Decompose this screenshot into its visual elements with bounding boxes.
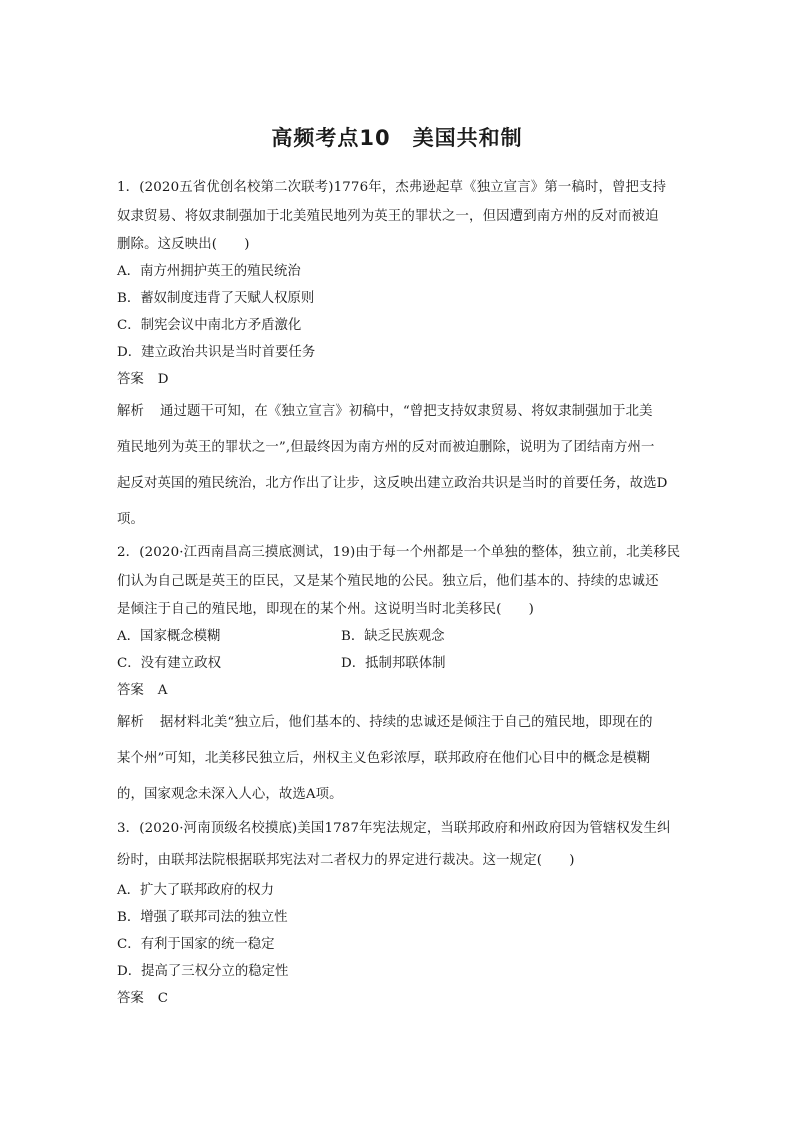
answer-value: A [157,683,168,698]
question-1-option-d: D．建立政治共识是当时首要任务 [117,345,316,360]
question-1-analysis-line: 项。 [117,512,144,527]
question-2-analysis-line: 的，国家观念未深入人心，故选A项。 [117,787,343,802]
question-2-option-a: A．国家概念模糊 [117,629,221,644]
question-2-analysis-line [117,705,683,741]
question-2-option-row [117,623,683,650]
question-2-option-b: B．缺乏民族观念 [341,629,445,644]
question-3-option-d: D．提高了三权分立的稳定性 [117,964,289,979]
question-3-option-a: A．扩大了联邦政府的权力 [117,883,274,898]
analysis-text: 据材料北美“独立后，他们基本的、持续的忠诚还是倾注于自己的殖民地，即现在的 [159,715,653,730]
question-3-answer [117,985,683,1013]
question-list [117,173,683,1013]
question-1-option-c: C．制宪会议中南北方矛盾激化 [117,318,302,333]
question-2 [117,538,683,813]
analysis-label: 解析 [117,404,144,419]
analysis-text: 通过题干可知，在《独立宣言》初稿中，“曾把支持奴隶贸易、将奴隶制强加于北美 [159,404,653,419]
question-2-option-row [117,650,683,677]
analysis-label: 解析 [117,715,144,730]
answer-value: D [157,372,169,387]
question-1-analysis-line: 殖民地列为英王的罪状之一”,但最终因为南方州的反对而被迫删除，说明为了团结南方州一 [117,440,655,455]
answer-label: 答案 [117,683,144,698]
question-3 [117,813,683,1013]
question-2-stem-line: 们认为自己既是英王的臣民，又是某个殖民地的公民。独立后，他们基本的、持续的忠诚还 [117,574,659,589]
question-2-analysis-line: 某个州”可知，北美移民独立后，州权主义色彩浓厚，联邦政府在他们心目中的概念是模糊 [117,751,651,766]
question-3-option-b: B．增强了联邦司法的独立性 [117,910,288,925]
question-1-option-a: A．南方州拥护英王的殖民统治 [117,264,301,279]
question-1-stem-line: 删除。这反映出( ) [117,237,250,252]
question-1-stem-line: 1．(2020五省优创名校第二次联考)1776年，杰弗逊起草《独立宣言》第一稿时，曾把支持 [117,180,667,195]
question-3-option-c: C．有利于国家的统一稳定 [117,937,275,952]
question-1 [117,173,683,538]
page-title: 高频考点10 美国共和制 [271,126,523,150]
question-3-stem-line: 纷时，由联邦法院根据联邦宪法对二者权力的界定进行裁决。这一规定( ) [117,853,575,868]
question-1-answer [117,366,683,394]
answer-value: C [157,991,169,1006]
question-2-answer [117,677,683,705]
question-1-stem-line: 奴隶贸易、将奴隶制强加于北美殖民地列为英王的罪状之一，但因遭到南方州的反对而被迫 [117,209,659,224]
question-3-stem-line: 3．(2020·河南顶级名校摸底)美国1787年宪法规定，当联邦政府和州政府因为管辖权发生纠 [117,821,671,836]
question-2-stem-line: 是倾注于自己的殖民地，即现在的某个州。这说明当时北美移民( ) [117,602,534,617]
question-2-option-c: C．没有建立政权 [117,656,221,671]
answer-label: 答案 [117,991,144,1006]
question-2-stem-line: 2．(2020·江西南昌高三摸底测试，19)由于每一个州都是一个单独的整体，独立前，北美移民 [117,545,681,560]
question-1-analysis-line [117,394,683,430]
question-1-option-b: B．蓄奴制度违背了天赋人权原则 [117,291,315,306]
question-2-option-d: D．抵制邦联体制 [341,656,446,671]
answer-label: 答案 [117,372,144,387]
question-1-analysis-line: 起反对英国的殖民统治，北方作出了让步，这反映出建立政治共识是当时的首要任务，故选D [117,476,668,491]
